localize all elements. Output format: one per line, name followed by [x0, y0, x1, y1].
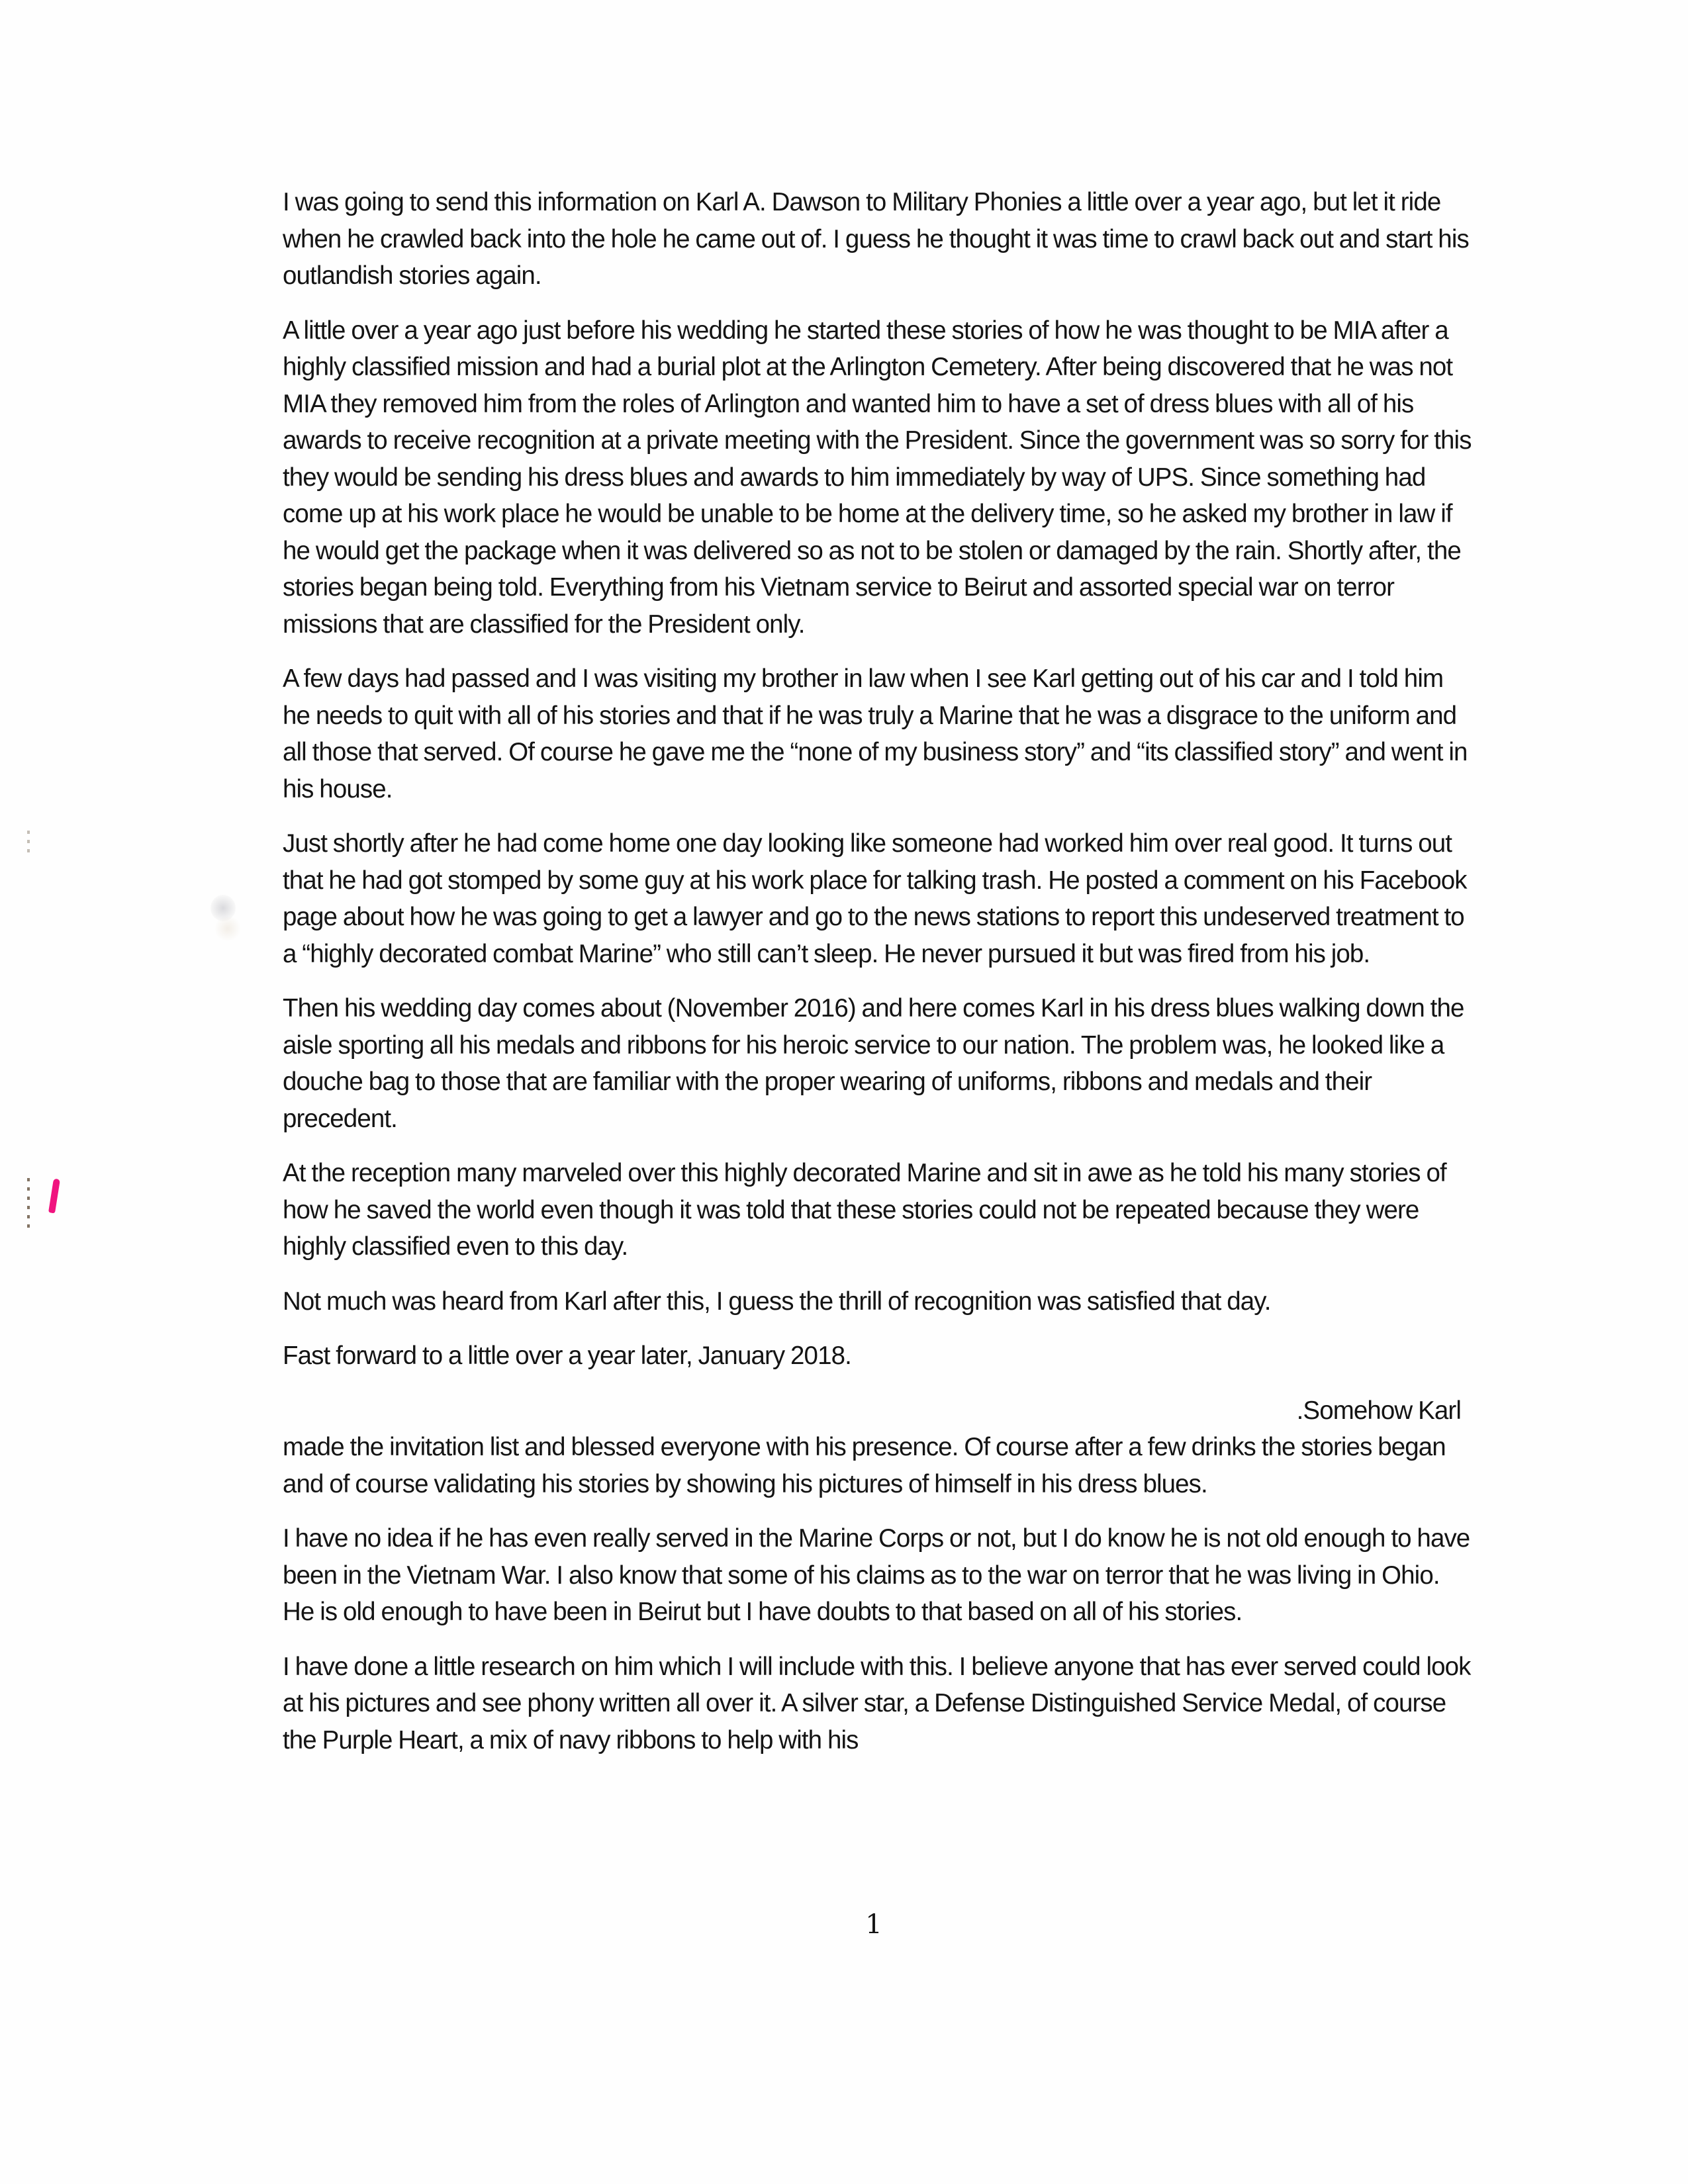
- page-number: 1: [865, 1909, 882, 1940]
- paragraph-not-much-heard: Not much was heard from Karl after this, I guess the thrill of recognition was satisfied that day.: [283, 1287, 1271, 1316]
- paragraph-reception: At the reception many marveled over this highly decorated Marine and sit in awe as he told his many stories of how he saved the world even though it was told that these stories could not be repeated because they were highly classified even to this day.: [283, 1159, 1446, 1261]
- paragraph-invitation: made the invitation list and blessed everyone with his presence. Of course after a few drinks the stories began and of course validating his stories by showing his pictures of himself in his dress blues.: [283, 1433, 1446, 1498]
- redacted-line-tail: Somehow Karl: [1303, 1396, 1461, 1425]
- paragraph-intro: I was going to send this information on Karl A. Dawson to Military Phonies a little over a year ago, but let it ride when he crawled back into the hole he came out of. I guess he thought it was time to crawl back out and start his outlandish stories again.: [283, 188, 1469, 290]
- scan-artifact: [27, 831, 30, 857]
- paragraph-research: I have done a little research on him which I will include with this. I believe anyone that has ever served could look at his pictures and see phony written all over it. A silver star, a Defense Distinguished Service Medal, of course the Purple Heart, a mix of navy ribbons to help with his: [283, 1652, 1471, 1754]
- paragraph-stomped: Just shortly after he had come home one day looking like someone had worked him over real good. It turns out that he had got stomped by some guy at his work place for talking trash. He posted a comment on his Facebook page about how he was going to get a lawyer and go to the news stations to report this undeserved treatment to a “highly decorated combat Marine” who still can’t sleep. He never pursued it but was fired from his job.: [283, 829, 1467, 968]
- highlighter-margin-mark: [48, 1179, 60, 1214]
- paragraph-doubts: I have no idea if he has even really served in the Marine Corps or not, but I do know he is not old enough to have been in the Vietnam War. I also know that some of his claims as to the war on terror that he was living in Ohio. He is old enough to have been in Beirut but I have doubts to that based on all of his stories.: [283, 1524, 1470, 1626]
- paragraph-wedding: Then his wedding day comes about (November 2016) and here comes Karl in his dress blues walking down the aisle sporting all his medals and ribbons for his heroic service to our nation. The problem was, he looked like a douche bag to those that are familiar with the proper wearing of uniforms, ribbons and medals and their precedent.: [283, 994, 1464, 1133]
- paragraph-mia-story: A little over a year ago just before his wedding he started these stories of how he was thought to be MIA after a highly classified mission and had a burial plot at the Arlington Cemetery. After being discovered that he was not MIA they removed him from the roles of Arlington and wanted him to have a set of dress blues with all of his awards to receive recognition at a private meeting with the President. Since the government was so sorry for this they would be sending his dress blues and awards to him immediately by way of UPS. Since something had come up at his work place he would be unable to be home at the delivery time, so he asked my brother in law if he would get the package when it was delivered so as not to be stolen or damaged by the rain. Shortly after, the stories began being told. Everything from his Vietnam service to Beirut and assorted special war on terror missions that are classified for the President only.: [283, 316, 1472, 639]
- paragraph-confrontation: A few days had passed and I was visiting my brother in law when I see Karl getting out of his car and I told him he needs to quit with all of his stories and that if he was truly a Marine that he was a disgrace to the uniform and all those that served. Of course he gave me the “none of my business story” and “its classified story” and went in his house.: [283, 664, 1468, 803]
- paragraph-fast-forward: Fast forward to a little over a year later, January 2018.: [283, 1342, 851, 1370]
- scan-artifact: [27, 1178, 30, 1231]
- redaction-dot: .: [1296, 1396, 1303, 1425]
- document-body: [283, 184, 1474, 1776]
- smudge-mark: [213, 917, 242, 940]
- redacted-line: [283, 1392, 1474, 1430]
